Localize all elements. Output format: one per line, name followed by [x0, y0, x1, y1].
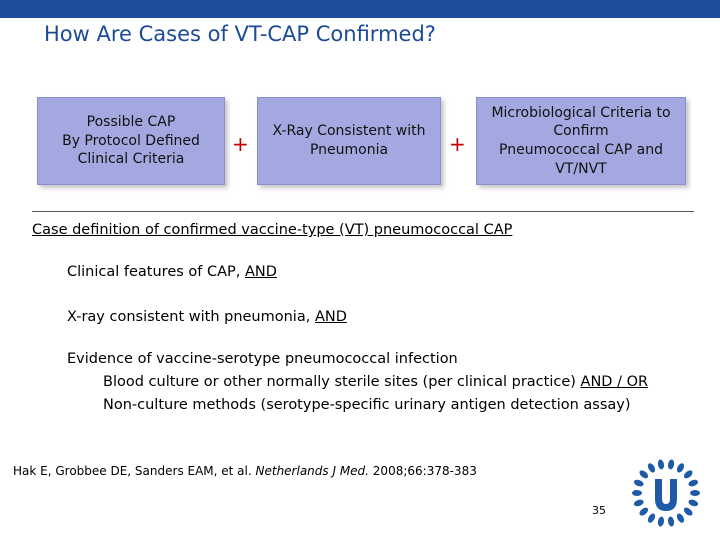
- plus-sign: +: [449, 132, 466, 156]
- possible-cap-box-text: Possible CAP By Protocol Defined Clinical Criteria: [62, 114, 200, 168]
- case-definition-heading: Case definition of confirmed vaccine-type (VT) pneumococcal CAP: [32, 222, 513, 238]
- top-banner: [0, 0, 720, 18]
- utrecht-university-logo-icon: [628, 455, 704, 531]
- possible-cap-box: [37, 97, 225, 185]
- logo-ray: [657, 516, 665, 527]
- criteria-text: X-ray consistent with pneumonia,: [67, 309, 315, 325]
- page-number: 35: [592, 504, 606, 517]
- citation-authors: Hak E, Grobbee DE, Sanders EAM, et al.: [13, 464, 256, 478]
- divider-line: [32, 211, 694, 212]
- logo-ray: [667, 516, 675, 527]
- logo-ray: [632, 490, 642, 496]
- logo-ray: [688, 479, 699, 488]
- logo-ray: [638, 469, 650, 480]
- citation: [13, 464, 477, 478]
- logo-ray: [667, 459, 675, 470]
- microbiological-criteria-box-text: Microbiological Criteria to Confirm Pneumococcal CAP and VT/NVT: [491, 104, 671, 177]
- logo-ray: [675, 512, 685, 524]
- logo-ray: [633, 498, 644, 507]
- criteria-blood-culture: [103, 374, 648, 390]
- citation-journal: Netherlands J Med.: [255, 464, 369, 478]
- criteria-connector: AND / OR: [580, 374, 649, 390]
- logo-ray: [646, 462, 656, 474]
- citation-details: 2008;66:378-383: [368, 464, 477, 478]
- logo-ray: [688, 498, 699, 507]
- criteria-serotype-evidence: Evidence of vaccine-serotype pneumococcal infection: [67, 351, 458, 367]
- logo-ray: [682, 469, 694, 480]
- xray-box-text: X-Ray Consistent with Pneumonia: [272, 123, 426, 158]
- logo-ray: [633, 479, 644, 488]
- logo-ray: [638, 506, 650, 517]
- slide-title: How Are Cases of VT-CAP Confirmed?: [44, 22, 436, 46]
- criteria-xray: [67, 309, 347, 325]
- criteria-text: Blood culture or other normally sterile sites (per clinical practice): [103, 374, 581, 390]
- criteria-text: Clinical features of CAP,: [67, 264, 246, 280]
- logo-ray: [675, 462, 685, 474]
- logo-ray: [657, 459, 665, 470]
- plus-sign: +: [232, 132, 249, 156]
- criteria-non-culture: Non-culture methods (serotype-specific urinary antigen detection assay): [103, 397, 631, 413]
- logo-ray: [646, 512, 656, 524]
- logo-ray: [682, 506, 694, 517]
- logo-ray: [690, 490, 700, 496]
- criteria-connector: AND: [245, 264, 277, 280]
- criteria-connector: AND: [314, 309, 347, 325]
- microbiological-criteria-box: [476, 97, 686, 185]
- xray-box: [257, 97, 441, 185]
- criteria-clinical-features: [67, 264, 277, 280]
